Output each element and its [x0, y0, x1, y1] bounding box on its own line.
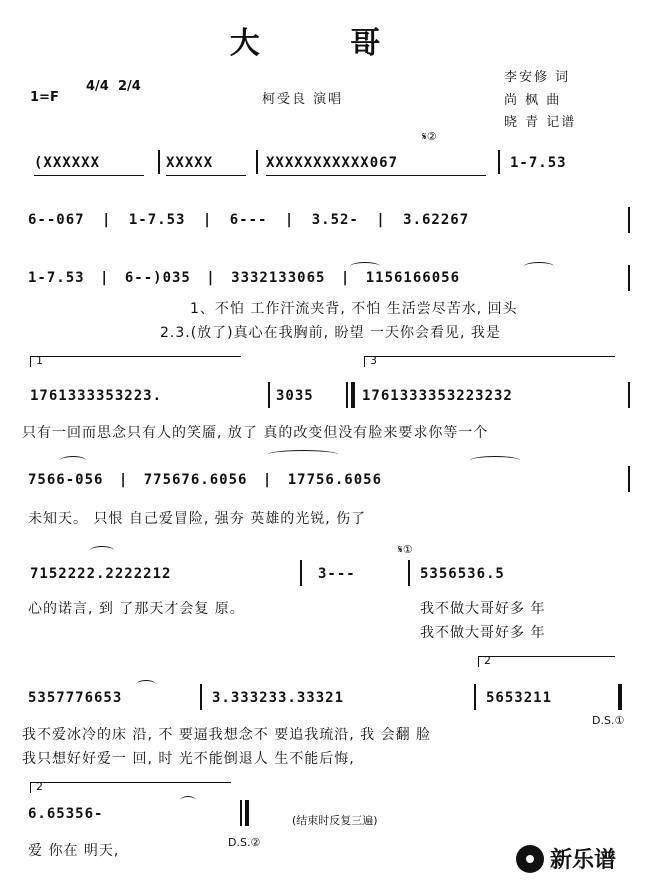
repeat-barline-thick: [618, 684, 622, 710]
notation-line-6b: 3---: [318, 566, 356, 582]
barline: [268, 382, 270, 408]
underline: [266, 175, 486, 176]
lyric-line-3a: 1、不怕 工作汗流夹背, 不怕 生活尝尽苦水, 回头: [190, 301, 518, 317]
barline: [474, 684, 476, 710]
segno-2-marker: 𝄋②: [422, 130, 437, 143]
final-barline: [240, 800, 242, 826]
notation-line-6c: 5356536.5: [420, 566, 505, 582]
tie-arc: [268, 450, 338, 459]
performance-note: (结束时反复三遍): [292, 814, 378, 827]
notation-line-5: 7566-056 | 775676.6056 | 17756.6056: [28, 472, 383, 488]
logo-text: 新乐谱: [550, 848, 617, 873]
segno-1-marker: 𝄋①: [398, 543, 413, 556]
volta-3-label: 3: [370, 354, 377, 367]
barline: [628, 466, 630, 492]
notation-line-7b: 3.333233.33321: [212, 690, 345, 706]
lyric-line-4: 只有一回而思念只有人的笑靥, 放了 真的改变但没有脸来要求你等一个: [22, 425, 489, 441]
notation-line-1a: (XXXXXX: [34, 155, 101, 171]
barline: [628, 265, 630, 291]
barline: [628, 382, 630, 408]
notation-line-1b: XXXXX: [166, 155, 214, 171]
time-signature-1: [86, 80, 109, 93]
notation-line-7c: 5653211: [486, 690, 553, 706]
tie-arc: [136, 680, 156, 689]
volta-bracket-2: [478, 656, 615, 667]
notation-line-2: 6--067 | 1-7.53 | 6--- | 3.52- | 3.62267: [28, 212, 470, 228]
volta-2-label: 2: [484, 654, 491, 667]
site-logo: [516, 843, 616, 874]
credit-composer: 尚 枫 曲: [504, 93, 562, 108]
vinyl-disc-icon: [516, 845, 544, 873]
barline: [300, 560, 302, 586]
barline: [256, 150, 258, 174]
barline: [200, 684, 202, 710]
tie-arc: [90, 546, 114, 555]
lyric-line-7b: 我只想好好爱一 回, 时 光不能倒退人 生不能后悔,: [22, 751, 355, 767]
key-signature: 1=F: [30, 90, 59, 105]
notation-line-4b: 3035: [276, 388, 314, 404]
lyric-line-8: 爱 你在 明天,: [28, 843, 120, 859]
tie-arc: [60, 456, 86, 465]
ds-1-marker: D.S.①: [592, 714, 625, 727]
underline: [166, 175, 246, 176]
volta-bracket-3: [364, 356, 615, 367]
performer: 柯受良 演唱: [262, 92, 344, 107]
tie-arc: [180, 796, 196, 805]
lyric-line-6c: 我不做大哥好多 年: [420, 625, 546, 641]
song-title: 大 哥: [229, 26, 421, 61]
time-signature-2: [118, 80, 141, 93]
volta-bracket-1: [30, 356, 241, 367]
notation-line-6a: 7152222.2222212: [30, 566, 172, 582]
underline: [34, 175, 144, 176]
barline: [408, 560, 410, 586]
barline: [158, 150, 160, 174]
ts2: 2/4: [118, 79, 141, 94]
repeat-barline: [346, 382, 348, 408]
ts1: 4/4: [86, 79, 109, 94]
credit-transcriber: 晓 青 记谱: [504, 115, 577, 130]
lyric-line-5: 未知天。 只恨 自己爱冒险, 强夯 英雄的光锐, 伤了: [28, 511, 367, 527]
notation-line-7a: 5357776653: [28, 690, 123, 706]
lyric-line-6b: 我不做大哥好多 年: [420, 601, 546, 617]
notation-line-1d: 1-7.53: [510, 155, 567, 171]
credit-lyricist: 李安修 词: [504, 70, 571, 85]
tie-arc: [524, 262, 554, 271]
lyric-line-7a: 我不爱冰冷的床 沿, 不 要逼我想念不 要追我琉沿, 我 会翻 脸: [22, 727, 432, 743]
barline: [628, 207, 630, 233]
volta-bracket-2b: [30, 782, 231, 793]
lyric-line-6a: 心的诺言, 到 了那天才会复 原。: [28, 601, 245, 617]
repeat-barline-thick: [351, 382, 355, 408]
notation-line-8: 6.65356-: [28, 806, 104, 822]
lyric-line-3b: 2.3.(放了)真心在我胸前, 盼望 一天你会看见, 我是: [160, 325, 501, 341]
notation-line-4c: 1761333353223232: [362, 388, 513, 404]
volta-1-label: 1: [36, 354, 43, 367]
notation-line-3: 1-7.53 | 6--)035 | 3332133065 | 1156166056: [28, 270, 461, 286]
tie-arc: [470, 456, 520, 465]
barline: [498, 150, 500, 174]
volta-2b-label: 2: [36, 780, 43, 793]
ds-2-marker: D.S.②: [228, 836, 261, 849]
notation-line-1c: XXXXXXXXXXX067: [266, 155, 399, 171]
final-barline-thick: [245, 800, 249, 826]
notation-line-4a: 1761333353223.: [30, 388, 163, 404]
